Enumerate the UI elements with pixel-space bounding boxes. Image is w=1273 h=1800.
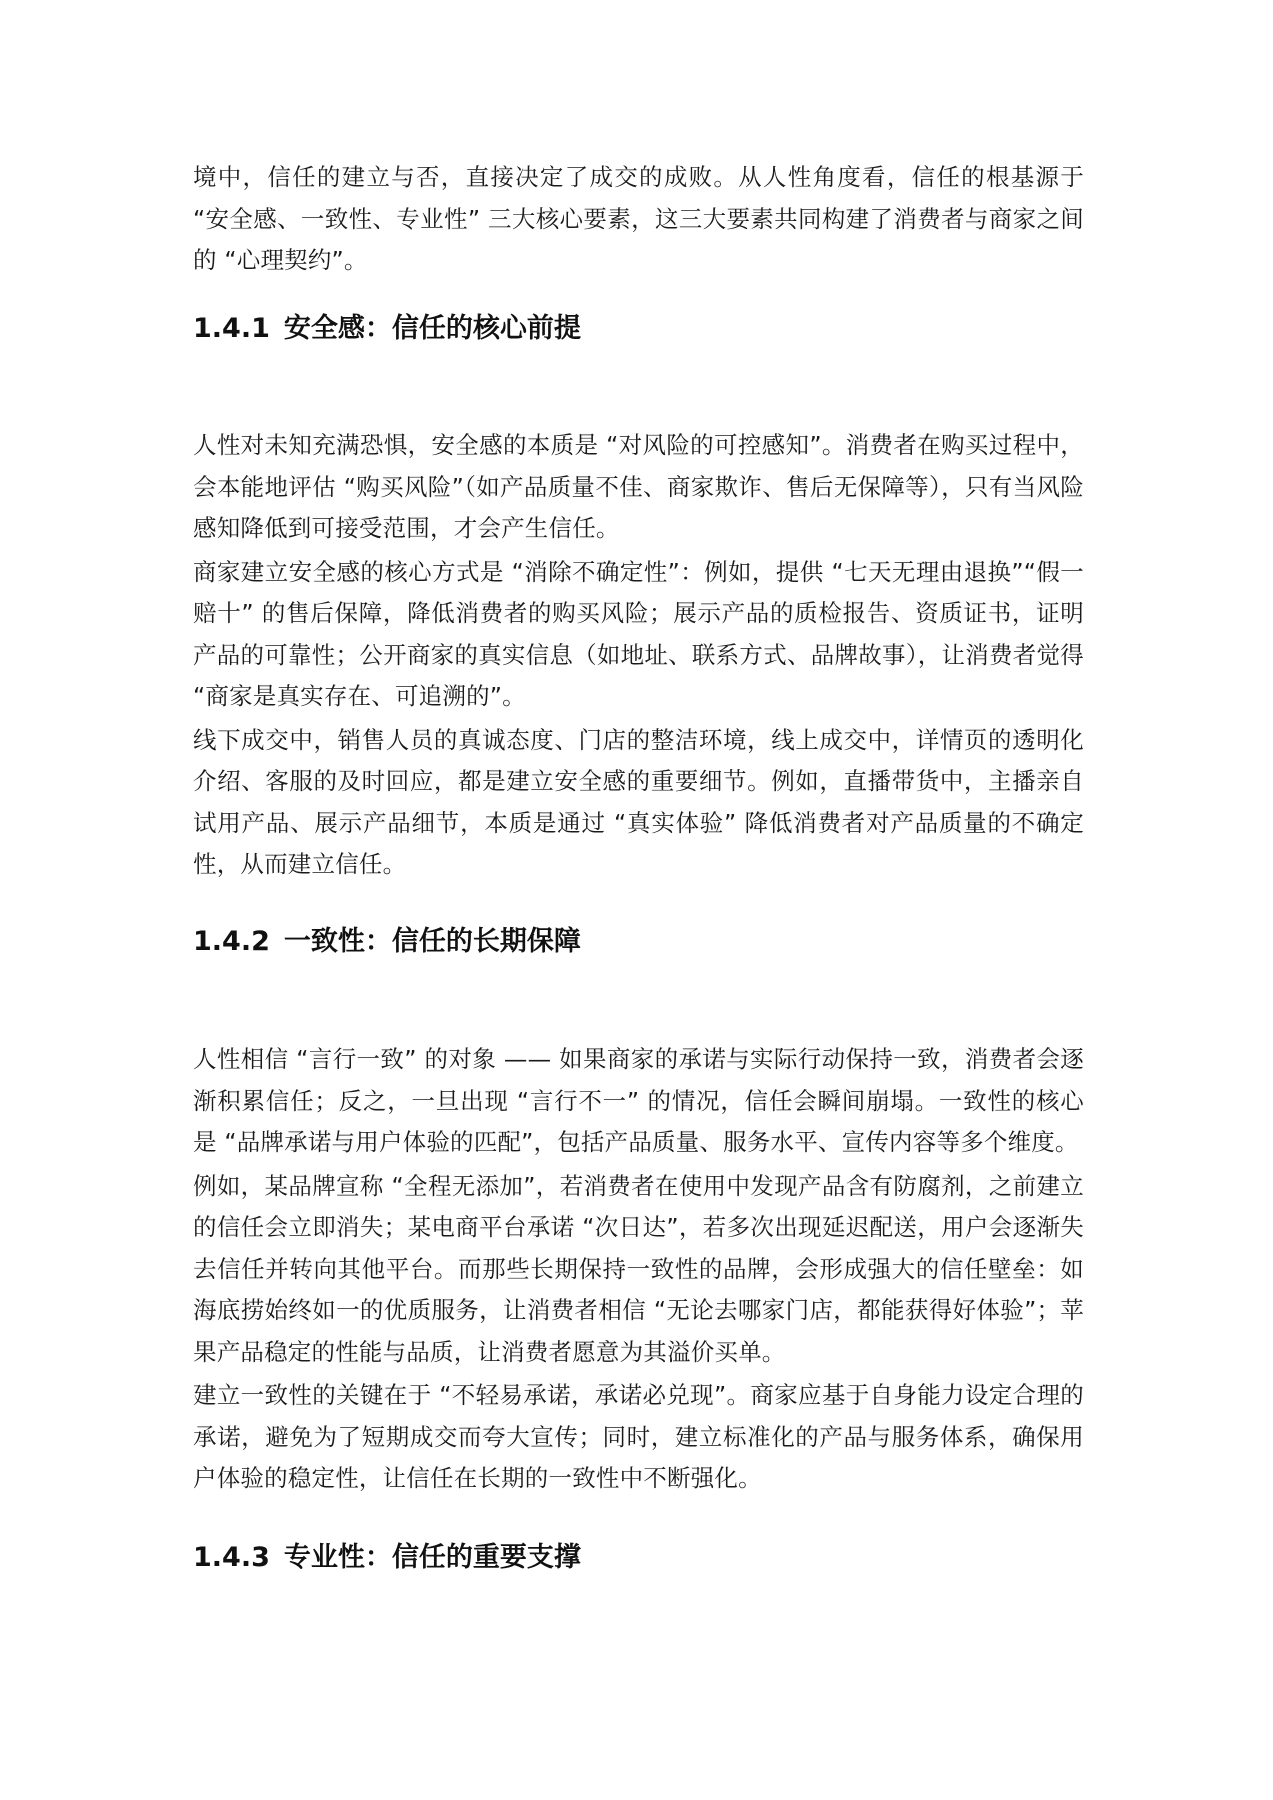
- section-title: 一致性：信任的长期保障: [283, 926, 581, 957]
- section-title: 专业性：信任的重要支撑: [283, 1542, 581, 1573]
- intro-block: [193, 157, 1084, 282]
- paragraph: 人性对未知充满恐惧，安全感的本质是 “对风险的可控感知”。消费者在购买过程中，会本能地评估 “购买风险”（如产品质量不佳、商家欺诈、售后无保障等），只有当风险感知降低到可接受范围，才会产生信任。: [193, 431, 1084, 542]
- section-number: 1.4.2: [193, 926, 270, 957]
- section-1-4-2-body: [193, 1039, 1084, 1500]
- paragraph: 线下成交中，销售人员的真诚态度、门店的整洁环境，线上成交中，详情页的透明化介绍、客服的及时回应，都是建立安全感的重要细节。例如，直播带货中，主播亲自试用产品、展示产品细节，本质是通过 “真实体验” 降低消费者对产品质量的不确定性，从而建立信任。: [193, 725, 1084, 878]
- paragraph: 商家建立安全感的核心方式是 “消除不确定性”：例如，提供 “七天无理由退换”“假一赔十” 的售后保障，降低消费者的购买风险；展示产品的质检报告、资质证书，证明产品的可靠性；公开商家的真实信息（如地址、联系方式、品牌故事），让消费者觉得 “商家是真实存在、可追溯的”。: [193, 557, 1084, 710]
- paragraph: 人性相信 “言行一致” 的对象 —— 如果商家的承诺与实际行动保持一致，消费者会逐渐积累信任；反之，一旦出现 “言行不一” 的情况，信任会瞬间崩塌。一致性的核心是 “品牌承诺与用户体验的匹配”，包括产品质量、服务水平、宣传内容等多个维度。: [193, 1045, 1084, 1156]
- section-heading-1-4-2: [193, 924, 1084, 960]
- paragraph: 建立一致性的关键在于 “不轻易承诺，承诺必兑现”。商家应基于自身能力设定合理的承诺，避免为了短期成交而夸大宣传；同时，建立标准化的产品与服务体系，确保用户体验的稳定性，让信任在长期的一致性中不断强化。: [193, 1381, 1084, 1492]
- section-number: 1.4.1: [193, 313, 270, 344]
- section-number: 1.4.3: [193, 1542, 270, 1573]
- section-heading-1-4-1: [193, 311, 1084, 347]
- section-title: 安全感：信任的核心前提: [283, 313, 581, 344]
- section-heading-1-4-3: [193, 1540, 1084, 1576]
- section-1-4-1-body: [193, 425, 1084, 886]
- paragraph: 例如，某品牌宣称 “全程无添加”，若消费者在使用中发现产品含有防腐剂，之前建立的信任会立即消失；某电商平台承诺 “次日达”，若多次出现延迟配送，用户会逐渐失去信任并转向其他平台。而那些长期保持一致性的品牌，会形成强大的信任壁垒：如海底捞始终如一的优质服务，让消费者相信 “无论去哪家门店，都能获得好体验”；苹果产品稳定的性能与品质，让消费者愿意为其溢价买单。: [193, 1171, 1084, 1366]
- paragraph: 境中，信任的建立与否，直接决定了成交的成败。从人性角度看，信任的根基源于 “安全感、一致性、专业性” 三大核心要素，这三大要素共同构建了消费者与商家之间的 “心理契约”。: [193, 163, 1084, 274]
